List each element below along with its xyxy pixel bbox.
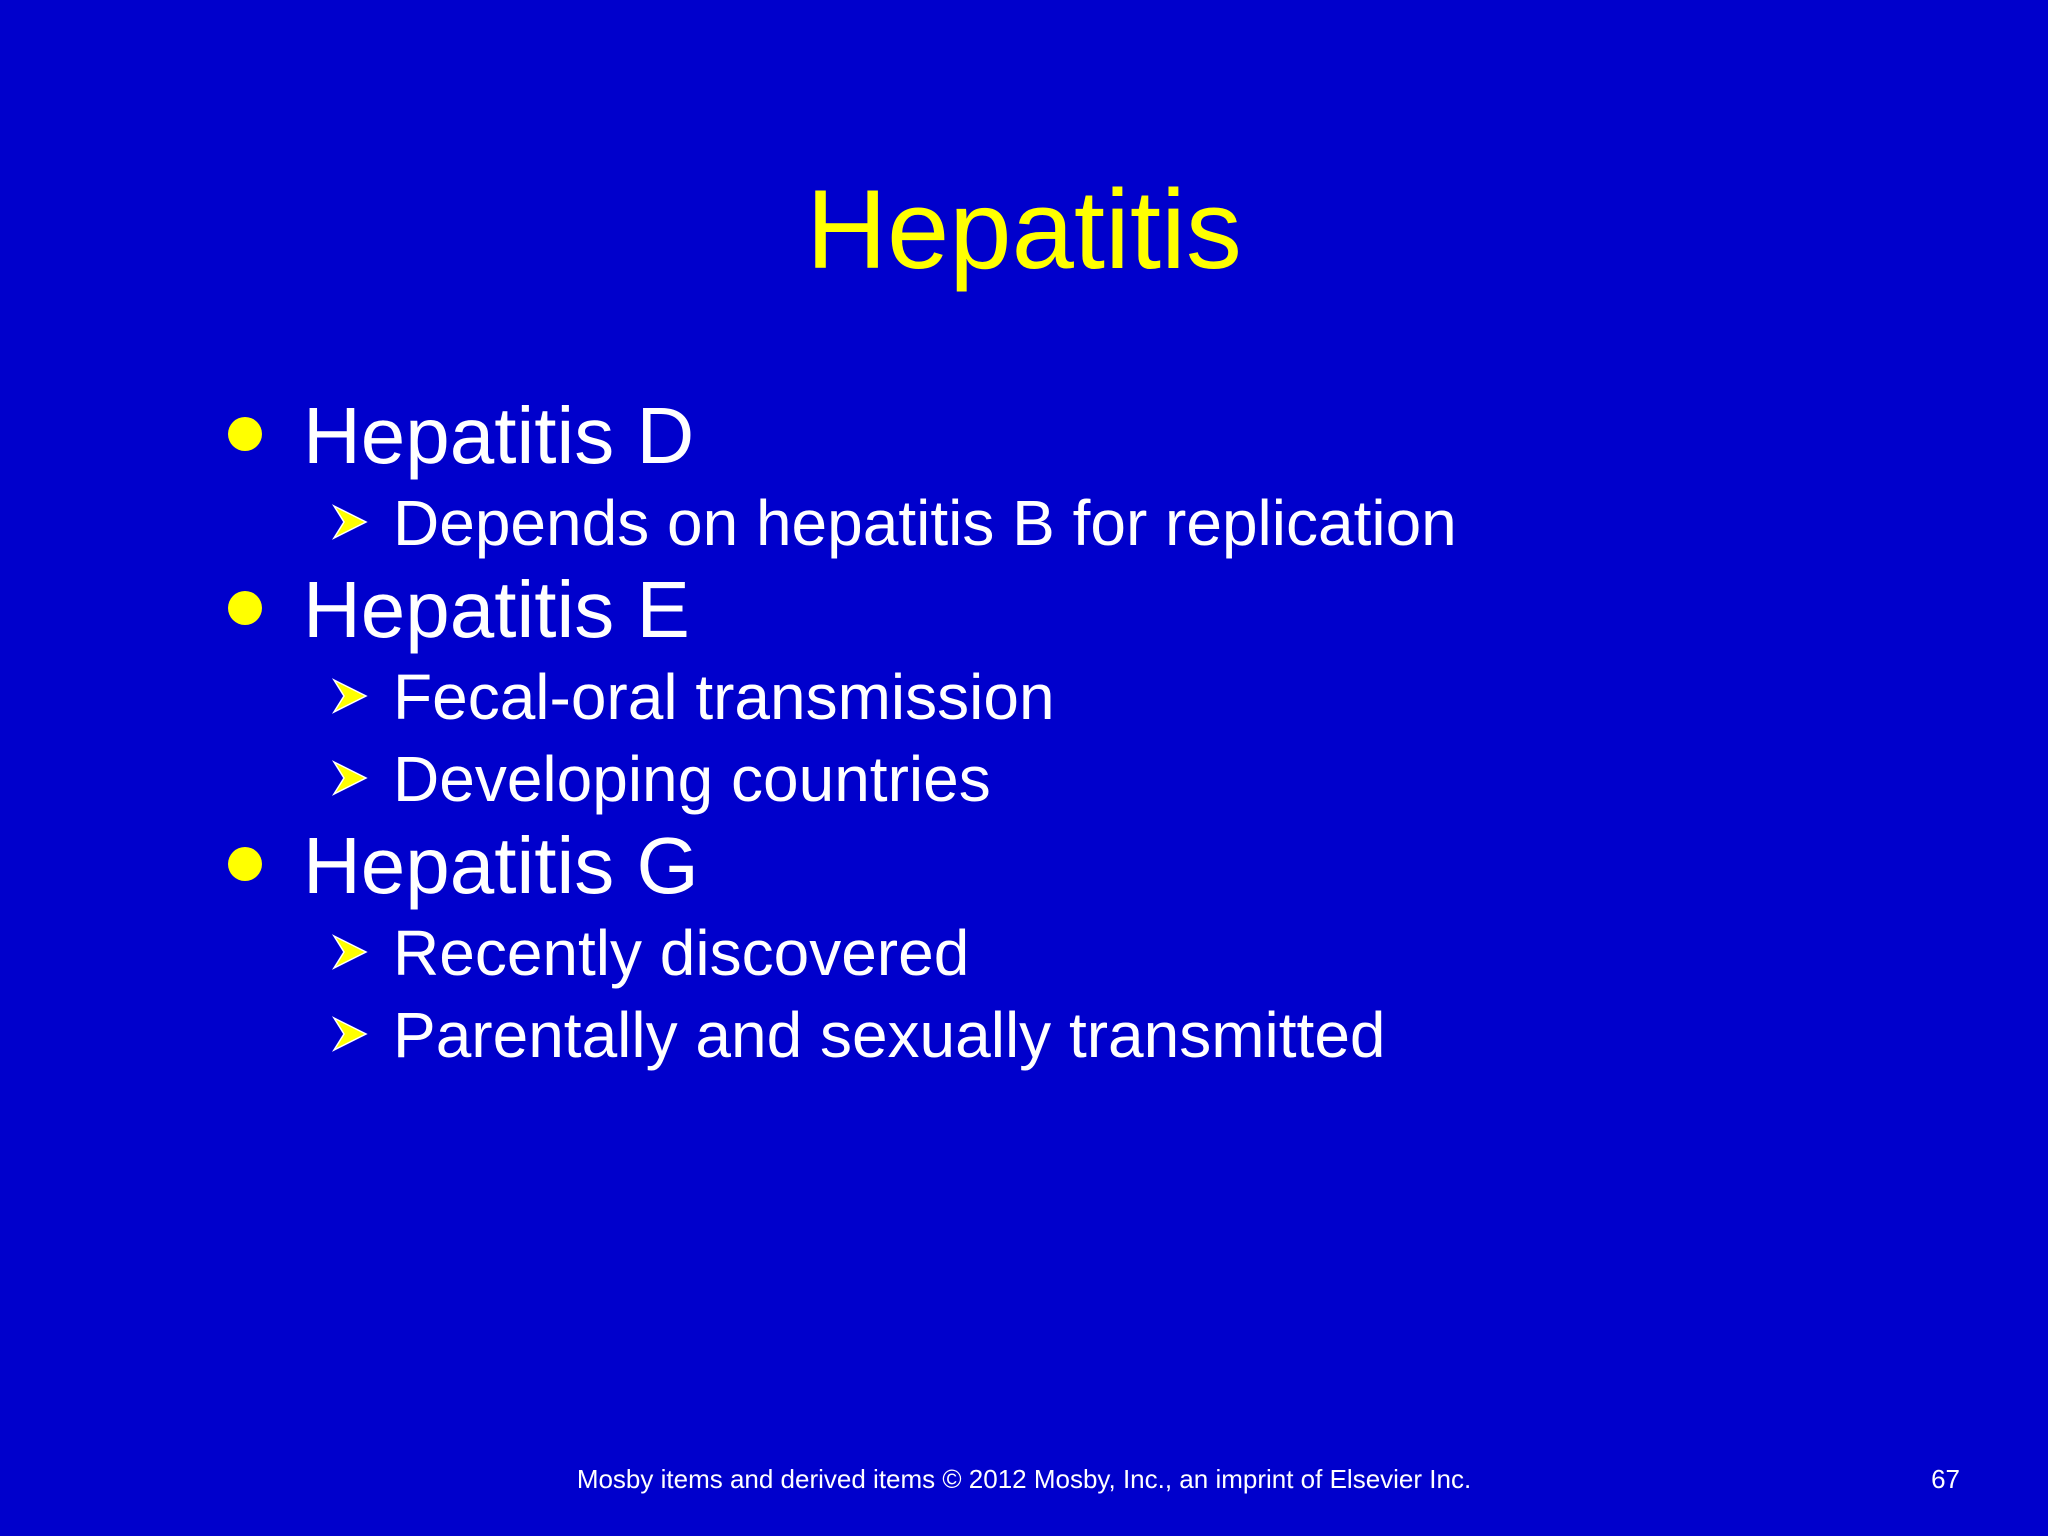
bullet-item <box>218 820 1918 912</box>
bullet-list <box>218 390 1918 1076</box>
sub-bullet-item <box>218 994 1918 1076</box>
sub-bullet-text: Fecal-oral transmission <box>393 661 1055 733</box>
dot-bullet-icon <box>228 847 262 881</box>
sub-bullet-text: Parentally and sexually transmitted <box>393 999 1386 1071</box>
bullet-item <box>218 564 1918 656</box>
arrowhead-bullet-icon <box>330 932 370 972</box>
sub-bullet-text: Recently discovered <box>393 917 970 989</box>
arrowhead-bullet-icon <box>330 676 370 716</box>
arrowhead-bullet-icon <box>330 1014 370 1054</box>
dot-bullet-icon <box>228 417 262 451</box>
sub-bullet-item <box>218 482 1918 564</box>
bullet-text: Hepatitis G <box>303 821 699 910</box>
slide-title: Hepatitis <box>806 167 1242 292</box>
page-number: 67 <box>1931 1464 1960 1494</box>
arrowhead-bullet-icon <box>330 758 370 798</box>
sub-bullet-item <box>218 738 1918 820</box>
bullet-text: Hepatitis E <box>303 565 690 654</box>
sub-bullet-text: Developing countries <box>393 743 991 815</box>
dot-bullet-icon <box>228 591 262 625</box>
sub-bullet-item <box>218 656 1918 738</box>
bullet-text: Hepatitis D <box>303 391 695 480</box>
sub-bullet-text: Depends on hepatitis B for replication <box>393 487 1457 559</box>
copyright-footer: Mosby items and derived items © 2012 Mosby, Inc., an imprint of Elsevier Inc. <box>576 1464 1472 1494</box>
sub-bullet-item <box>218 912 1918 994</box>
bullet-item <box>218 390 1918 482</box>
arrowhead-bullet-icon <box>330 502 370 542</box>
